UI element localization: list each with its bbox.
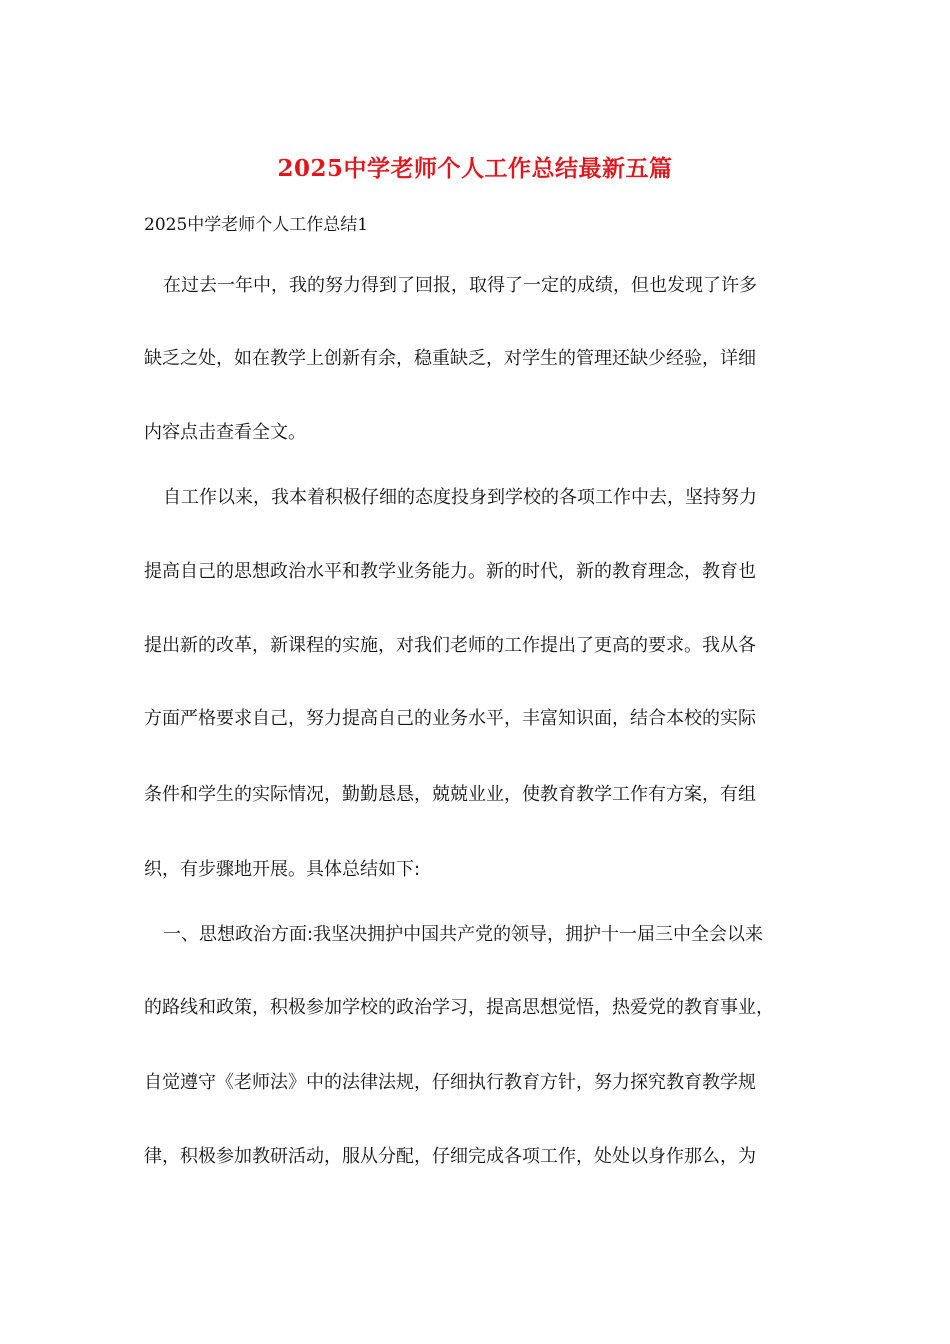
paragraph-line: 织，有步骤地开展。具体总结如下: (144, 859, 421, 880)
paragraph-line: 律，积极参加教研活动，服从分配，仔细完成各项工作，处处以身作那么，为 (144, 1146, 756, 1167)
paragraph-line: 自觉遵守《老师法》中的法律法规，仔细执行教育方针，努力探究教育教学规 (144, 1072, 756, 1093)
paragraph-line: 方面严格要求自己，努力提高自己的业务水平，丰富知识面，结合本校的实际 (144, 708, 756, 729)
paragraph-line: 缺乏之处，如在教学上创新有余，稳重缺乏，对学生的管理还缺少经验，详细 (144, 348, 756, 369)
paragraph-line: 内容点击查看全文。 (144, 422, 306, 443)
document-title: 2025中学老师个人工作总结最新五篇 (277, 155, 673, 182)
paragraph-line: 提出新的改革，新课程的实施，对我们老师的工作提出了更高的要求。我从各 (144, 635, 756, 656)
section-heading: 2025中学老师个人工作总结1 (144, 215, 369, 235)
paragraph-line: 条件和学生的实际情况，勤勤恳恳，兢兢业业，使教育教学工作有方案，有组 (144, 784, 756, 805)
paragraph-line: 提高自己的思想政治水平和教学业务能力。新的时代，新的教育理念，教育也 (144, 561, 756, 582)
paragraph-line: 自工作以来，我本着积极仔细的态度投身到学校的各项工作中去，坚持努力 (163, 487, 757, 508)
paragraph-line: 一、思想政治方面:我坚决拥护中国共产党的领导，拥护十一届三中全会以来 (163, 924, 764, 945)
paragraph-line: 的路线和政策，积极参加学校的政治学习，提高思想觉悟，热爱党的教育事业， (144, 997, 774, 1018)
paragraph-line: 在过去一年中，我的努力得到了回报，取得了一定的成绩，但也发现了许多 (163, 275, 757, 296)
